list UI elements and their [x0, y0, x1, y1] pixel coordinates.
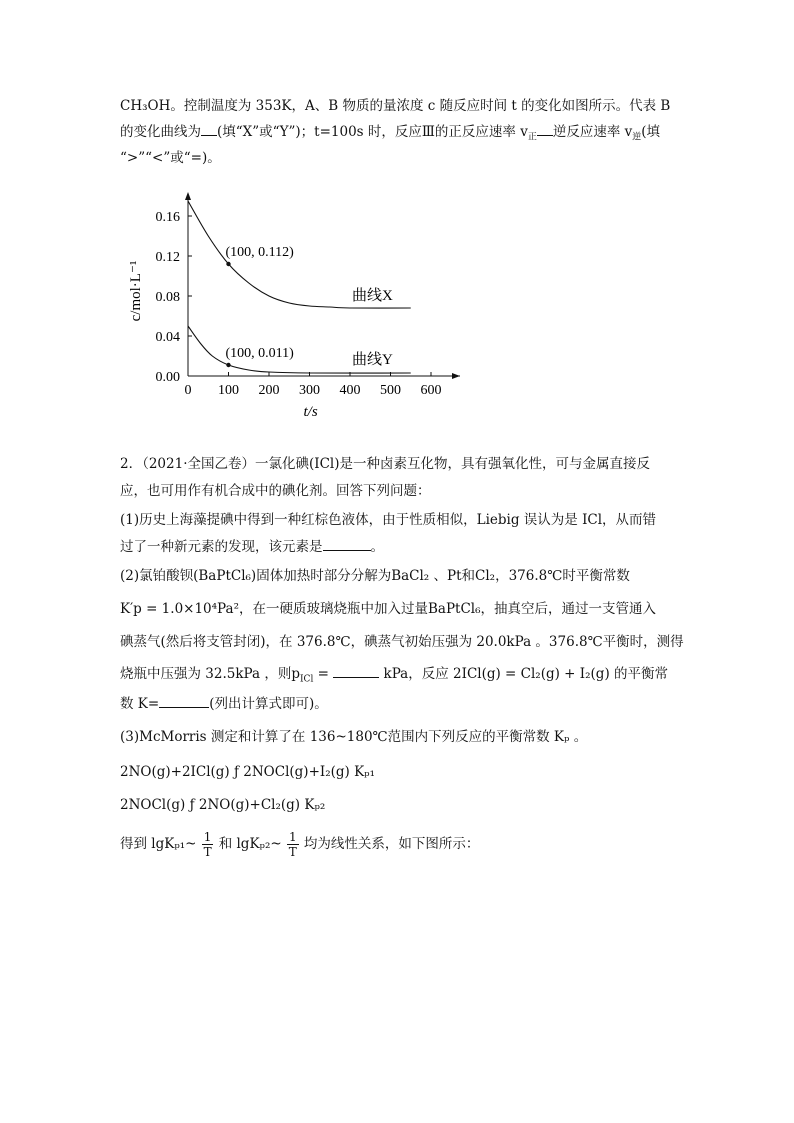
q2-part1-c-text: 。 [370, 539, 384, 555]
intro-line-1: CH₃OH。控制温度为 353K，A、B 物质的量浓度 c 随反应时间 t 的变化如图所示。代表 B [120, 98, 671, 114]
chart-ticks [156, 210, 442, 398]
y-axis-label: c/mol·L⁻¹ [128, 260, 144, 322]
series-label-x: 曲线X [352, 288, 393, 304]
answer-blank-curve[interactable] [201, 123, 217, 136]
x-tick-label: 0 [184, 383, 192, 398]
x-tick-label: 200 [258, 383, 280, 398]
data-point-label: (100, 0.011) [225, 346, 294, 361]
data-point [226, 363, 230, 367]
x-axis-arrow [452, 373, 460, 379]
y-tick-label: 0.16 [155, 210, 180, 225]
x-tick-label: 100 [218, 383, 239, 398]
q2-header-2: 应，也可用作有机合成中的碘化剂。回答下列问题： [120, 483, 431, 499]
q2-part2-e-a: 数 K= [120, 696, 160, 712]
q2-part4-b: 和 lgKₚ₂~ [218, 836, 282, 852]
x-tick-label: 400 [339, 383, 361, 398]
data-point-label: (100, 0.112) [225, 245, 294, 260]
y-tick-label: 0.12 [155, 250, 180, 265]
q2-header: 2．（2021·全国乙卷）一氯化碘(ICl)是一种卤素互化物，具有强氧化性，可与金属直接反 [120, 456, 650, 472]
q2-part2-e [120, 694, 328, 714]
intro-line-2b: (填“X”或“Y”)；t=100s 时，反应Ⅲ的正反应速率 v [217, 124, 528, 140]
q2-part1-a: (1)历史上海藻提碘中得到一种红棕色液体，由于性质相似，Liebig 误认为是 ICl，从而错 [120, 512, 657, 528]
fraction-1-over-t-2 [287, 830, 299, 859]
q2-part4 [120, 830, 479, 859]
y-axis-arrow [185, 192, 191, 200]
data-point [226, 262, 230, 266]
equation-2: 2NOCl(g) ƒ 2NO(g)+Cl₂(g) Kₚ₂ [120, 797, 326, 813]
equation-1: 2NO(g)+2ICl(g) ƒ 2NOCl(g)+I₂(g) Kₚ₁ [120, 764, 375, 780]
q2-part2-b: K′p = 1.0×10⁴Pa²，在一硬质玻璃烧瓶中加入过量BaPtCl₆，抽真空后，通过一支管通入 [120, 601, 657, 617]
intro-line-2a: 的变化曲线为 [120, 124, 201, 140]
answer-blank-rate[interactable] [537, 123, 553, 136]
q2-part4-c: 均为线性关系，如下图所示： [303, 836, 480, 852]
concentration-chart [118, 188, 478, 426]
answer-blank-picl[interactable] [333, 665, 379, 678]
q2-part2-c: 碘蒸气(然后将支管封闭)，在 376.8℃，碘蒸气初始压强为 20.0kPa 。376.8℃平衡时，测得 [120, 634, 684, 650]
intro-line-2c: 逆反应速率 v [552, 124, 633, 140]
q2-part2-d-b: = [313, 666, 334, 682]
q2-part2-a: (2)氯铂酸钡(BaPtCl₆)固体加热时部分分解为BaCl₂ 、Pt和Cl₂，376.8℃时平衡常数 [120, 568, 630, 584]
sub-icl: ICl [300, 674, 314, 685]
q2-part2-d [120, 664, 668, 690]
answer-blank-element[interactable] [323, 538, 371, 551]
q2-part4-a: 得到 lgKₚ₁~ [120, 836, 197, 852]
q2-part2-d-a: 烧瓶中压强为 32.5kPa ，则p [120, 666, 300, 682]
q2-part3: (3)McMorris 测定和计算了在 136~180℃范围内下列反应的平衡常数 Kₚ 。 [120, 729, 588, 745]
sub-reverse: 逆 [632, 132, 642, 143]
q2-part2-d-c: kPa，反应 2ICl(g) = Cl₂(g) + I₂(g) 的平衡常 [379, 666, 669, 682]
fraction-1-over-t [202, 830, 214, 859]
sub-forward: 正 [527, 132, 537, 143]
frac-den-2: T [288, 845, 297, 859]
y-tick-label: 0.08 [155, 290, 180, 305]
x-axis-label: t/s [303, 404, 318, 420]
frac-num: 1 [203, 830, 212, 844]
x-tick-label: 300 [299, 383, 320, 398]
frac-num-2: 1 [288, 830, 297, 844]
y-tick-label: 0.00 [155, 370, 180, 385]
frac-den: T [203, 845, 212, 859]
q2-part1-b-text: 过了一种新元素的发现，该元素是 [120, 539, 323, 555]
intro-line-2d: (填 [641, 124, 661, 140]
intro-line-3: “>”“<”或“=)。 [120, 150, 221, 166]
q2-part1-b [120, 537, 384, 557]
answer-blank-k[interactable] [159, 695, 209, 708]
x-tick-label: 600 [420, 383, 442, 398]
q2-part2-e-b: (列出计算式即可)。 [209, 696, 328, 712]
intro-line-2 [120, 122, 660, 148]
x-tick-label: 500 [380, 383, 401, 398]
y-tick-label: 0.04 [155, 330, 180, 345]
series-label-y: 曲线Y [352, 352, 393, 368]
